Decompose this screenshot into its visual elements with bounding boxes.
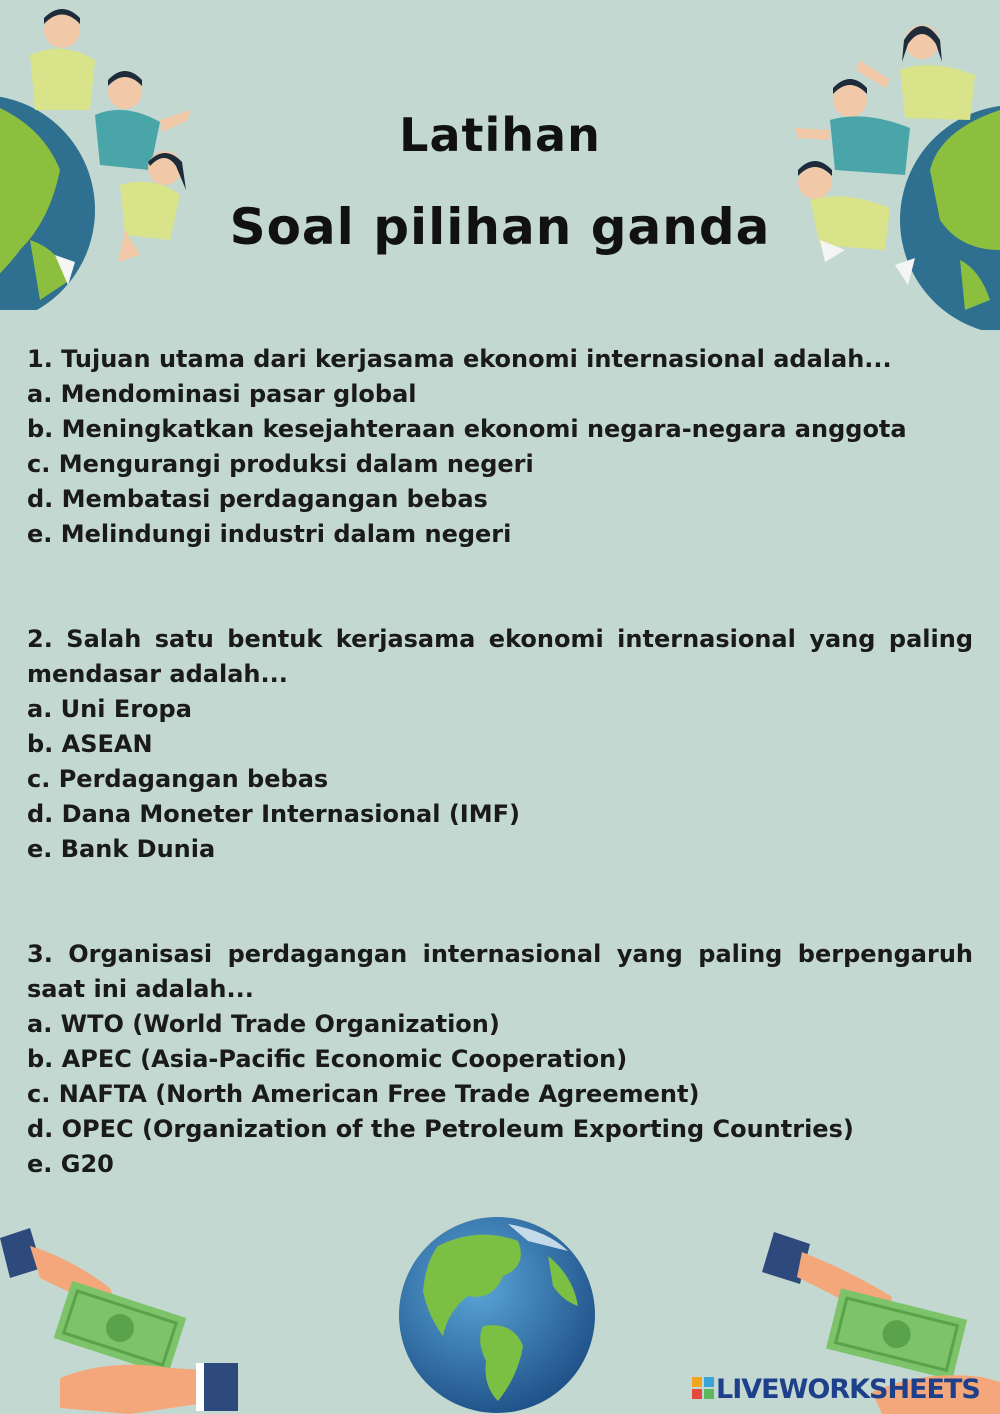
option-d[interactable]: d. Dana Moneter Internasional (IMF) <box>27 800 520 828</box>
option-d[interactable]: d. Membatasi perdagangan bebas <box>27 485 488 513</box>
option-e[interactable]: e. G20 <box>27 1150 114 1178</box>
page-subtitle: Soal pilihan ganda <box>229 198 771 256</box>
question-3 <box>27 937 973 1182</box>
question-list <box>27 342 973 1252</box>
option-c[interactable]: c. Mengurangi produksi dalam negeri <box>27 450 534 478</box>
brand-watermark: LIVEWORKSHEETS <box>716 1374 980 1405</box>
earth-icon <box>398 1216 596 1414</box>
question-text: 2. Salah satu bentuk kerjasama ekonomi internasional yang paling mendasar adalah... <box>27 625 973 688</box>
option-b[interactable]: b. APEC (Asia-Pacific Economic Cooperation) <box>27 1045 628 1073</box>
question-text: 3. Organisasi perdagangan internasional yang paling berpengaruh saat ini adalah... <box>27 940 973 1003</box>
option-d[interactable]: d. OPEC (Organization of the Petroleum Exporting Countries) <box>27 1115 854 1143</box>
option-b[interactable]: b. ASEAN <box>27 730 153 758</box>
option-e[interactable]: e. Bank Dunia <box>27 835 216 863</box>
option-a[interactable]: a. Mendominasi pasar global <box>27 380 417 408</box>
page-title: Latihan <box>399 108 601 162</box>
liveworksheets-logo-icon <box>692 1377 714 1399</box>
question-text: 1. Tujuan utama dari kerjasama ekonomi internasional adalah... <box>27 345 892 373</box>
option-c[interactable]: c. NAFTA (North American Free Trade Agreement) <box>27 1080 700 1108</box>
option-c[interactable]: c. Perdagangan bebas <box>27 765 329 793</box>
question-1 <box>27 342 973 552</box>
option-a[interactable]: a. WTO (World Trade Organization) <box>27 1010 500 1038</box>
top-right-globe-people-illustration <box>790 0 1000 330</box>
question-2 <box>27 622 973 867</box>
option-b[interactable]: b. Meningkatkan kesejahteraan ekonomi negara-negara anggota <box>27 415 907 443</box>
money-hand-icon <box>0 1228 245 1414</box>
option-e[interactable]: e. Melindungi industri dalam negeri <box>27 520 512 548</box>
option-a[interactable]: a. Uni Eropa <box>27 695 192 723</box>
